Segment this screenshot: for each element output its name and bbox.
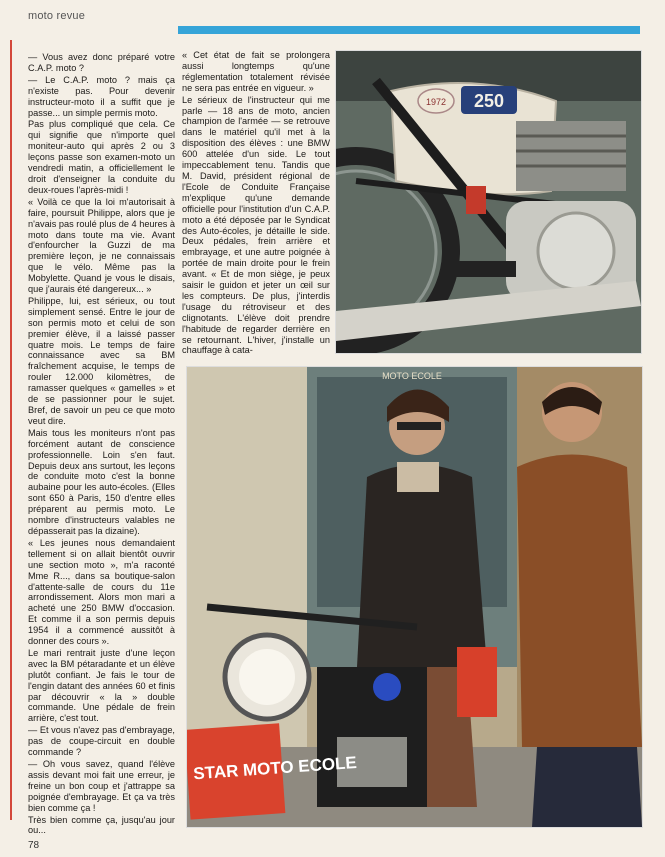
- paragraph: Très bien comme ça, jusqu'au jour ou...: [28, 814, 175, 836]
- paragraph: Le mari rentrait juste d'une leçon avec la BM pétaradante et un élève plutôt confiant. Je fais le tour de l'engin datant des années 60 et finis par découvrir « la » double commande. Une pédale de frein arrière, c'est tout.: [28, 647, 175, 724]
- paragraph: — Le C.A.P. moto ? mais ça n'existe pas. Pour devenir instructeur-moto il a suffit que je passe... un simple permis moto.: [28, 74, 175, 118]
- paragraph: « Voilà ce que la loi m'autorisait à faire, poursuit Philippe, alors que je n'avais pas roulé plus de 4 heures à moto dans toute ma vie. Avant d'enfourcher la Guzzi de ma première leçon, je ne connaissais que le vélo. Même pas la Mobylette. Quand je vous le disais, que j'aurais été dangereux... »: [28, 196, 175, 295]
- tank-badge-label: 250: [473, 91, 505, 111]
- shop-sign-label: MOTO ECOLE: [382, 371, 442, 381]
- paragraph: — Vous avez donc préparé votre C.A.P. moto ?: [28, 52, 175, 73]
- paragraph: Pas plus compliqué que cela. Ce qui signifie que n'importe quel moniteur-auto qui après 2 ou 3 leçons passe son examen-moto un vendredi matin, a officiellement le droit d'enseigner la conduite du deux-roues l'après-midi !: [28, 119, 175, 195]
- paragraph: Le sérieux de l'instructeur qui me parle — 18 ans de moto, ancien champion de l'armée — se retrouve dans le matériel qu'il met à la disposition des élèves : une BMW 600 attelée d'un side. Le tout impeccablement tenu. Tandis que M. David, président régional de l'Ecole de Conduite Française m'explique qu'une demande officielle pour l'institution d'un C.A.P. moto a été déposée par le Syndicat des Auto-écoles, je détaille le side. Deux pédales, frein arrière et embrayage, et une autre poignée à portée de main droite pour le frein avant. « Et de mon siège, je peux saisir le guidon et jeter un œil sur les compteurs. De plus, j'interdis l'usage du rétroviseur et des clignotants. L'élève doit prendre l'habitude de regarder derrière en se retournant. L'hiver, j'installe un chauffage à cata-: [182, 94, 330, 356]
- paragraph: Philippe, lui, est sérieux, ou tout simplement sensé. Entre le jour de son permis moto et celui de son premier élève, il a laissé passer quatre mois. Le temps de faire connaissance avec sa BM fraîchement acquise, le temps de rouler 12.000 kilomètres, de ramasser quelques « gamelles » et de se passionner pour le sujet. Bref, de savoir un peu ce que moto veut dire.: [28, 295, 175, 426]
- paragraph: « Cet état de fait se prolongera aussi longtemps qu'une réglementation totalement révisée ne sera pas entrée en vigueur. »: [182, 50, 330, 93]
- article-left-column: [28, 52, 175, 837]
- paragraph: « Les jeunes nous demandaient tellement si on allait bientôt ouvrir une section moto », m'a raconté Mme R..., dans sa boutique-salon d'attente-salle de cours du 11e arrondissement. Alors mon mari a acheté une 250 BMW d'occasion. Et comme il a son permis depuis 1954 il a commencé aussitôt à donner des cours ».: [28, 537, 175, 647]
- moto-ecole-plate-label: STAR MOTO ECOLE: [192, 752, 358, 784]
- section-label: moto revue: [28, 10, 86, 22]
- page-edge-rule: [10, 40, 12, 820]
- paragraph: — Et vous n'avez pas d'embrayage, pas de coupe-circuit en double commande ?: [28, 725, 175, 758]
- paragraph: — Oh vous savez, quand l'élève assis devant moi fait une erreur, je freine un bon coup et j'attrappe sa poignée d'embrayage. Et ça va très bien comme ça !: [28, 759, 175, 813]
- paragraph: Mais tous les moniteurs n'ont pas forcément autant de conscience professionnelle. Loin s'en faut. Depuis deux ans surtout, les leçons de conduite moto c'est la bonne aubaine pour les auto-écoles. (Elles sont 650 à Paris, 150 d'entre elles préparent au permis moto. Le nombre d'instructeurs valables ne dépasserait pas la dizaine).: [28, 427, 175, 536]
- article-middle-column: [182, 50, 330, 357]
- motorcycle-engine-photo: [335, 50, 642, 354]
- year-disc-label: 1972: [425, 97, 447, 107]
- page-number: 78: [28, 840, 40, 851]
- header-color-bar: [178, 26, 640, 34]
- instructor-student-photo: [186, 366, 643, 828]
